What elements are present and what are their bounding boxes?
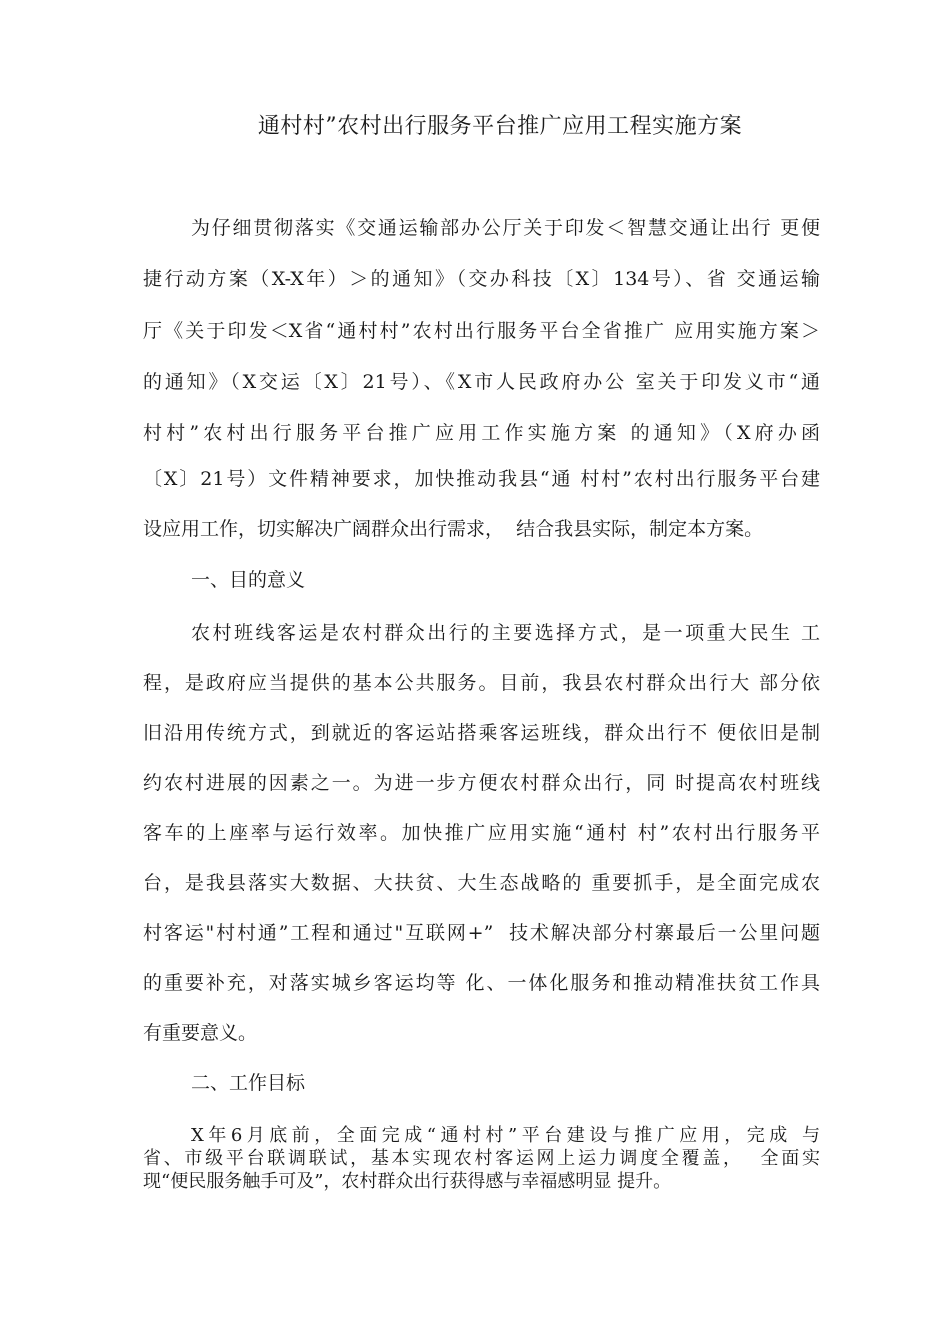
paragraph-line: 设应用工作，切实解决广阔群众出行需求， 结合我县实际，制定本方案。: [143, 518, 764, 540]
paragraph-line: 程，是政府应当提供的基本公共服务。目前，我县农村群众出行大 部分依: [143, 672, 820, 694]
paragraph-line: 为仔细贯彻落实《交通运输部办公厅关于印发＜智慧交通让出行 更便: [191, 217, 820, 239]
paragraph-line: 捷行动方案（X-X年）＞的通知》（交办科技〔X〕134号）、省 交通运输: [143, 268, 820, 290]
paragraph-line: 现“便民服务触手可及”，农村群众出行获得感与幸福感明显 提升。: [143, 1171, 672, 1192]
paragraph-line: 的重要补充，对落实城乡客运均等 化、一体化服务和推动精准扶贫工作具: [143, 972, 820, 994]
paragraph-line: 旧沿用传统方式，到就近的客运站搭乘客运班线，群众出行不 便依旧是制: [143, 722, 820, 744]
paragraph-line: 农村班线客运是农村群众出行的主要选择方式，是一项重大民生 工: [191, 622, 820, 644]
document-title: 通村村”农村出行服务平台推广应用工程实施方案: [257, 114, 743, 139]
paragraph-line: 省、市级平台联调联试，基本实现农村客运网上运力调度全覆盖， 全面实: [143, 1148, 820, 1169]
paragraph-line: 村村”农村出行服务平台推广应用工作实施方案 的通知》（X府办函: [143, 422, 820, 444]
paragraph-line: 约农村进展的因素之一。为进一步方便农村群众出行，同 时提高农村班线: [143, 772, 820, 794]
paragraph-line: 有重要意义。: [143, 1022, 258, 1044]
paragraph-line: 〔X〕21号）文件精神要求，加快推动我县“通 村村”农村出行服务平台建: [143, 468, 820, 490]
paragraph-line: 厅《关于印发＜X省“通村村”农村出行服务平台全省推广 应用实施方案＞: [143, 320, 820, 342]
section-heading: 二、工作目标: [191, 1072, 306, 1094]
section-heading: 一、目的意义: [191, 569, 306, 591]
paragraph-line: 台，是我县落实大数据、大扶贫、大生态战略的 重要抓手，是全面完成农: [143, 872, 820, 894]
paragraph-line: 村客运"村村通”工程和通过"互联网+” 技术解决部分村寨最后一公里问题: [143, 922, 820, 944]
paragraph-line: 的通知》（X交运〔X〕21号）、《X市人民政府办公 室关于印发义市“通: [143, 371, 820, 393]
paragraph-line: X年6月底前，全面完成“通村村”平台建设与推广应用，完成 与: [191, 1125, 820, 1146]
paragraph-line: 客车的上座率与运行效率。加快推广应用实施“通村 村”农村出行服务平: [143, 822, 820, 844]
